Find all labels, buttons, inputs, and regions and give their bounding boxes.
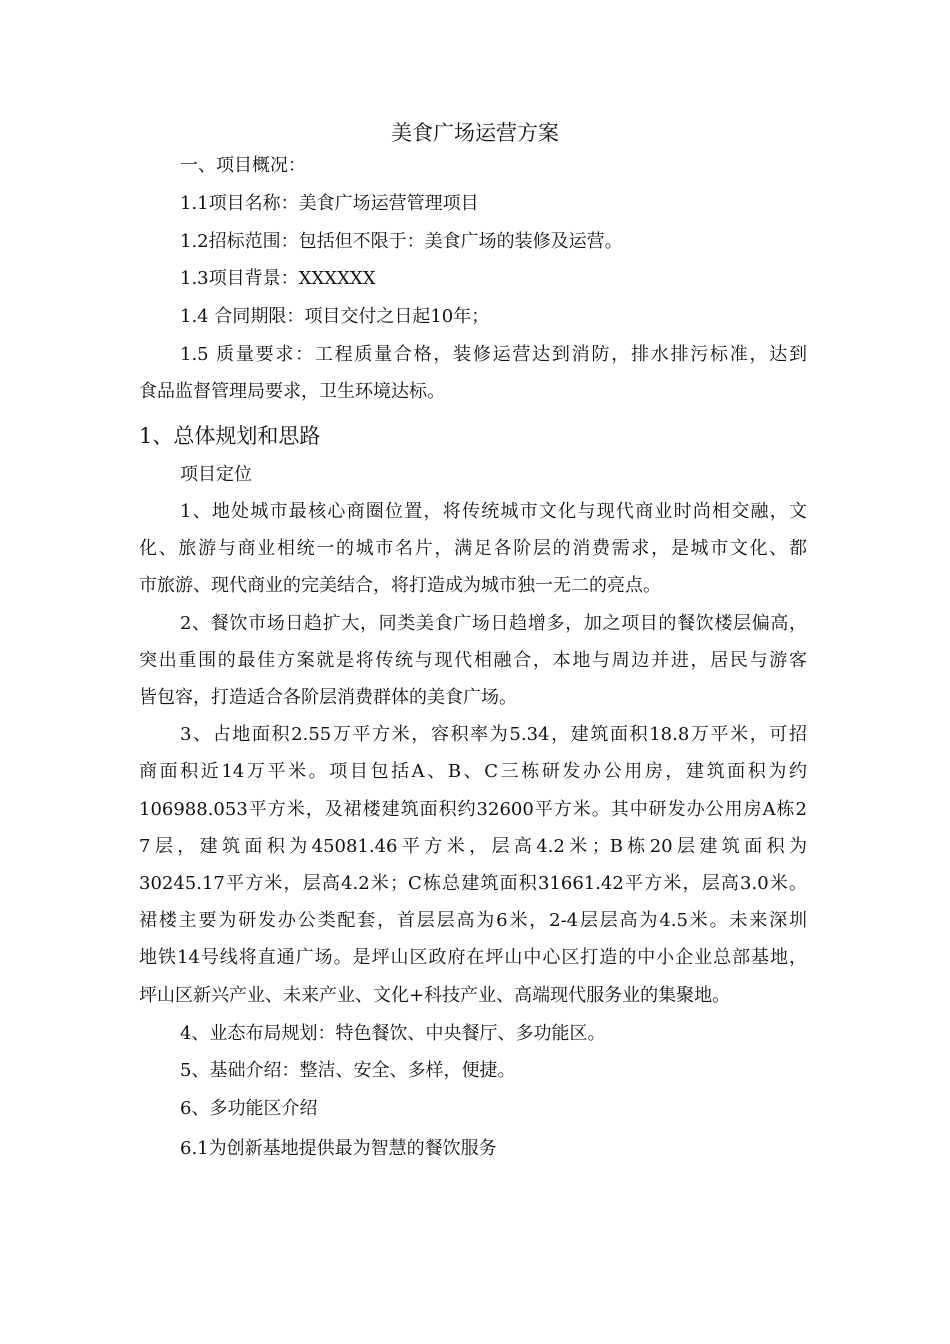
paragraph-1-line-3: 市旅游、现代商业的完美结合，将打造成为城市独一无二的亮点。 (139, 575, 661, 596)
document-title: 美食广场运营方案 (391, 121, 559, 145)
paragraph-2-line-2: 突出重围的最佳方案就是将传统与现代相融合，本地与周边并进，居民与游客 (139, 650, 807, 671)
item-1-2: 1.2招标范围：包括但不限于：美食广场的装修及运营。 (180, 231, 623, 252)
paragraph-3-line-4: 7层，建筑面积为45081.46平方米，层高4.2米；B栋20层建筑面积为 (139, 836, 807, 857)
paragraph-2-line-1: 2、餐饮市场日趋扩大，同类美食广场日趋增多，加之项目的餐饮楼层偏高， (180, 613, 807, 634)
section-1-heading: 1、总体规划和思路 (139, 424, 321, 448)
paragraph-6: 6、多功能区介绍 (180, 1098, 318, 1119)
paragraph-4: 4、业态布局规划：特色餐饮、中央餐厅、多功能区。 (180, 1023, 606, 1044)
paragraph-3-line-8: 坪山区新兴产业、未来产业、文化+科技产业、高端现代服务业的集聚地。 (139, 985, 731, 1006)
paragraph-3-line-3: 106988.053平方米，及裙楼建筑面积约32600平方米。其中研发办公用房A栋2 (139, 799, 807, 820)
item-1-3: 1.3项目背景：XXXXXX (180, 268, 376, 289)
paragraph-1-line-1: 1、地处城市最核心商圈位置，将传统城市文化与现代商业时尚相交融，文 (180, 501, 807, 522)
item-1-5-line-2: 食品监督管理局要求，卫生环境达标。 (139, 381, 445, 402)
paragraph-3-line-1: 3、占地面积2.55万平方米，容积率为5.34，建筑面积18.8万平米，可招 (180, 724, 807, 745)
section-1-subheading: 项目定位 (180, 464, 252, 485)
paragraph-1-line-2: 化、旅游与商业相统一的城市名片，满足各阶层的消费需求，是城市文化、都 (139, 538, 807, 559)
paragraph-2-line-3: 皆包容，打造适合各阶层消费群体的美食广场。 (139, 687, 517, 708)
item-1-1: 1.1项目名称：美食广场运营管理项目 (180, 193, 479, 214)
overview-heading: 一、项目概况： (180, 155, 306, 176)
paragraph-3-line-5: 30245.17平方米，层高4.2米；C栋总建筑面积31661.42平方米，层高3.0米。 (139, 873, 807, 894)
item-1-4: 1.4 合同期限：项目交付之日起10年； (180, 306, 490, 327)
paragraph-3-line-2: 商面积近14万平米。项目包括A、B、C三栋研发办公用房，建筑面积为约 (139, 761, 807, 782)
paragraph-3-line-6: 裙楼主要为研发办公类配套，首层层高为6米，2-4层层高为4.5米。未来深圳 (139, 910, 807, 931)
paragraph-6-1: 6.1为创新基地提供最为智慧的餐饮服务 (180, 1138, 497, 1159)
paragraph-3-line-7: 地铁14号线将直通广场。是坪山区政府在坪山中心区打造的中小企业总部基地， (139, 947, 807, 968)
paragraph-5: 5、基础介绍：整洁、安全、多样，便捷。 (180, 1060, 516, 1081)
item-1-5-line-1: 1.5 质量要求：工程质量合格，装修运营达到消防，排水排污标准，达到 (180, 344, 807, 365)
